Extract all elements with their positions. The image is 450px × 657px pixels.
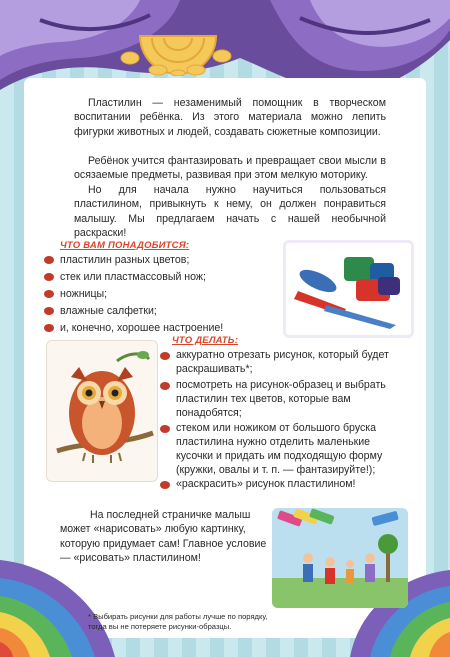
bullet-icon <box>160 352 170 360</box>
bullet-icon <box>160 382 170 390</box>
intro-paragraph-3: Но для начала нужно научиться пользоваться пластилином, привыкнуть к нему, он должен понравиться малышу. Мы предлагаем начать с нашей необычной раскраски! <box>74 184 386 239</box>
needs-item: стек или пластмассовый нож; <box>60 271 206 283</box>
todo-item: аккуратно отрезать рисунок, который будет раскрашивать*; <box>176 349 389 375</box>
bullet-icon <box>44 324 54 332</box>
owl-sample-image <box>46 340 158 482</box>
needs-item: влажные салфетки; <box>60 305 157 317</box>
bullet-icon <box>160 425 170 433</box>
todo-item: стеком или ножиком от большого бруска пластилина нужно отделить маленькие кусочки и придать им подходящую форму (кружки, овалы и т. п. — фантазируйте!); <box>176 422 383 476</box>
bullet-icon <box>44 273 54 281</box>
needs-item: и, конечно, хорошее настроение! <box>60 322 224 334</box>
bullet-icon <box>44 256 54 264</box>
plasticine-tools-image <box>283 240 414 338</box>
needs-item: ножницы; <box>60 288 108 300</box>
needs-item: пластилин разных цветов; <box>60 254 190 266</box>
kids-plasticine-image <box>272 508 408 608</box>
intro-paragraph-1: Пластилин — незаменимый помощник в творческом воспитании ребёнка. Из этого материала можно лепить фигурки животных и людей, создавать сюжетные композиции. <box>74 97 386 138</box>
sun-icon <box>118 16 238 76</box>
todo-item: «раскрасить» рисунок пластилином! <box>176 478 356 490</box>
closing-paragraph: На последней страничке малыш может «нарисовать» любую картинку, которую придумает сам! Главное условие — «рисовать» пластилином! <box>60 509 267 564</box>
bullet-icon <box>44 290 54 298</box>
todo-item: посмотреть на рисунок-образец и выбрать пластилин тех цветов, которые вам понадобятся; <box>176 379 386 419</box>
bullet-icon <box>44 307 54 315</box>
needs-heading: ЧТО ВАМ ПОНАДОБИТСЯ: <box>60 240 190 251</box>
footnote: * Выбирать рисунки для работы лучше по порядку, тогда вы не потеряете рисунки-образцы. <box>88 612 268 631</box>
rainbow-curtain-left <box>0 560 120 657</box>
intro-paragraph-2: Ребёнок учится фантазировать и превращает свои мысли в осязаемые предметы, развивая при этом мелкую моторику. <box>74 155 386 182</box>
bullet-icon <box>160 481 170 489</box>
todo-heading: ЧТО ДЕЛАТЬ: <box>172 335 239 346</box>
